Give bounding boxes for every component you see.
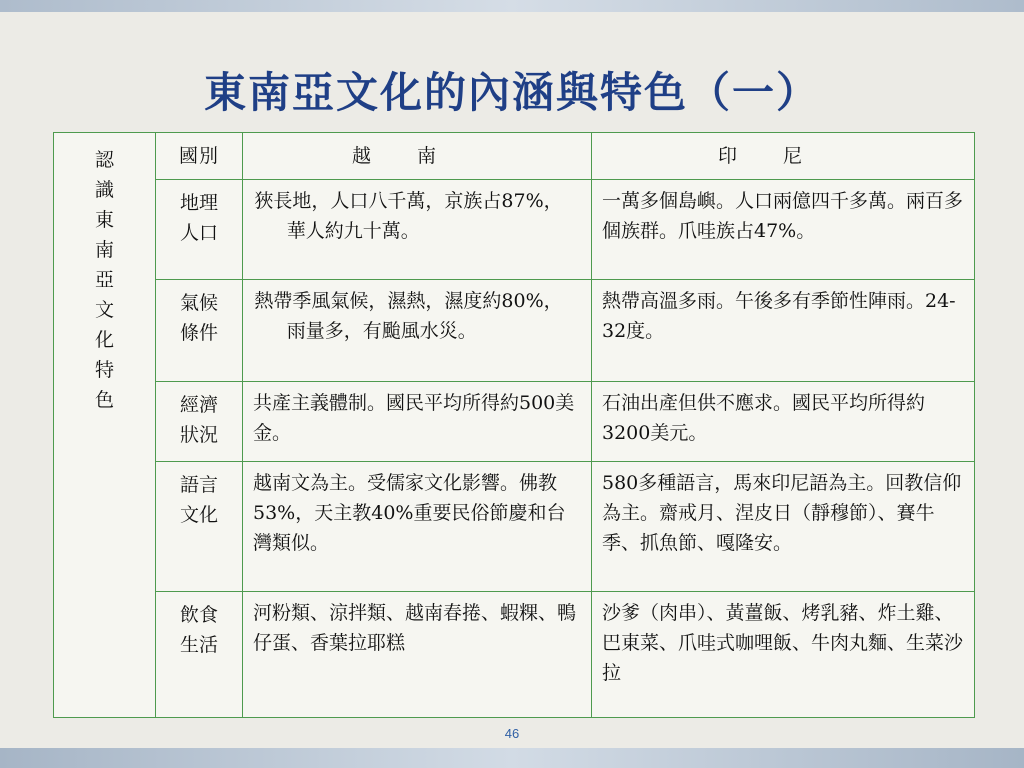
row-label-line: 生活 (179, 634, 218, 656)
row-label-line: 人口 (179, 222, 218, 244)
side-vertical-label (54, 133, 156, 718)
header-country: 國別 (156, 133, 243, 180)
table-row-geography (54, 180, 975, 280)
cell-vietnam-language: 越南文為主。受儒家文化影響。佛教53%，天主教40%重要民俗節慶和台灣類似。 (243, 462, 592, 592)
cell-vietnam-geography: 狹長地，人口八千萬，京族占87%，華人約九十萬。 (243, 180, 592, 280)
row-label-line: 文化 (179, 504, 218, 526)
header-indonesia: 印尼 (592, 133, 975, 180)
page-number: 46 (504, 726, 520, 741)
row-label-line: 語言 (179, 474, 218, 496)
row-label-line: 飲食 (179, 604, 218, 626)
side-label-char: 南 (94, 239, 114, 261)
row-label-geography (156, 180, 243, 280)
side-label-char: 亞 (94, 269, 114, 291)
row-label-language (156, 462, 243, 592)
table-row-economy (54, 382, 975, 462)
side-label-char: 化 (94, 329, 114, 351)
side-label-char: 文 (94, 299, 114, 321)
cell-indonesia-climate: 熱帶高溫多雨。午後多有季節性陣雨。24-32度。 (592, 280, 975, 382)
row-label-line: 地理 (179, 192, 218, 214)
cell-indonesia-food: 沙爹（肉串）、黃薑飯、烤乳豬、炸土雞、巴東菜、爪哇式咖哩飯、牛肉丸麵、生菜沙拉 (592, 592, 975, 718)
row-label-food (156, 592, 243, 718)
cell-vietnam-food: 河粉類、涼拌類、越南春捲、蝦粿、鴨仔蛋、香葉拉耶糕 (243, 592, 592, 718)
side-label-char: 認 (94, 149, 114, 171)
top-decorative-band (0, 0, 1024, 12)
culture-comparison-table (53, 132, 975, 718)
row-label-economy (156, 382, 243, 462)
cell-vietnam-climate: 熱帶季風氣候，濕熱，濕度約80%，雨量多，有颱風水災。 (243, 280, 592, 382)
header-vietnam: 越南 (243, 133, 592, 180)
row-label-line: 經濟 (179, 394, 218, 416)
table-row-food (54, 592, 975, 718)
row-label-line: 條件 (179, 322, 218, 344)
row-label-climate (156, 280, 243, 382)
row-label-line: 狀況 (179, 424, 218, 446)
row-label-line: 氣候 (179, 292, 218, 314)
side-label-char: 東 (94, 209, 114, 231)
cell-indonesia-language: 580多種語言，馬來印尼語為主。回教信仰為主。齋戒月、涅皮日（靜穆節）、賽牛季、抓魚節、嘎隆安。 (592, 462, 975, 592)
bottom-decorative-band (0, 748, 1024, 768)
side-label-char: 特 (94, 359, 114, 381)
table-header-row (54, 133, 975, 180)
side-label-char: 識 (94, 179, 114, 201)
slide-title: 東南亞文化的內涵與特色（一） (203, 68, 820, 117)
cell-vietnam-economy: 共產主義體制。國民平均所得約500美金。 (243, 382, 592, 462)
table-row-climate (54, 280, 975, 382)
cell-indonesia-geography: 一萬多個島嶼。人口兩億四千多萬。兩百多個族群。爪哇族占47%。 (592, 180, 975, 280)
table-row-language (54, 462, 975, 592)
side-label-char: 色 (94, 389, 114, 411)
cell-indonesia-economy: 石油出產但供不應求。國民平均所得約3200美元。 (592, 382, 975, 462)
